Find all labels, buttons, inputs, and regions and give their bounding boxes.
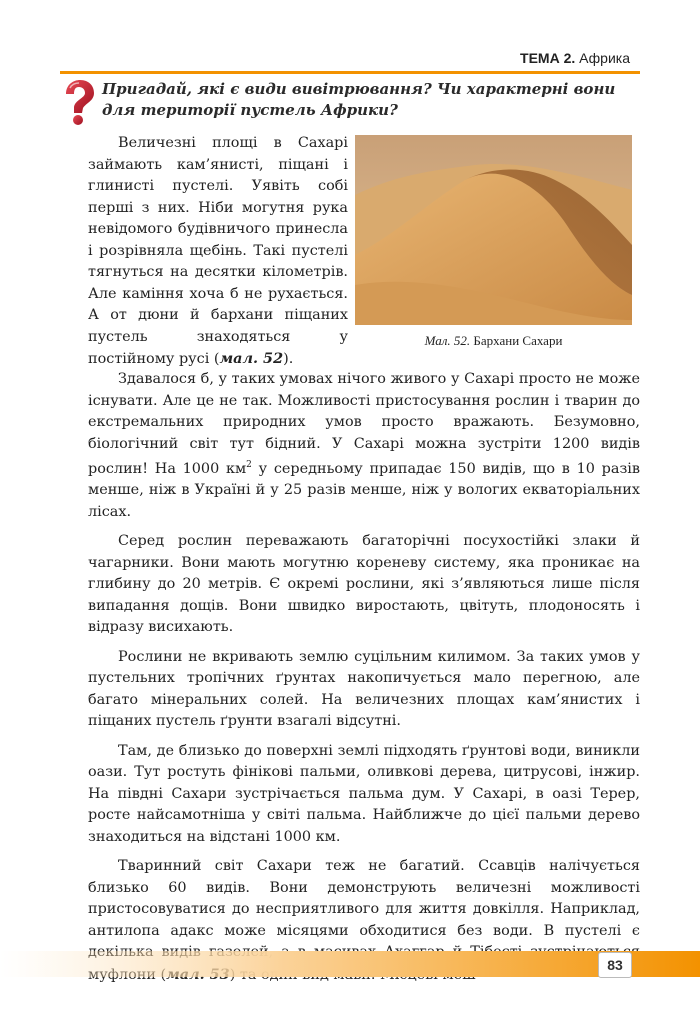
region-label: Африка (579, 50, 630, 66)
paragraph-1 (88, 133, 348, 371)
dunes-image (355, 135, 632, 325)
figure-caption-text: Бархани Сахари (473, 333, 563, 348)
paragraph-2-text-end: у середньому припадає 150 видів, що в 10 разів менше, ніж в Україні й у 25 разів менше, ніж у вологих екваторіальних лісах. (88, 460, 640, 520)
paragraph-1-text: Величезні площі в Сахарі займають кам’янисті, піщані і глинисті пустелі. Уявіть собі перші з них. Ніби могутня рука невідомого будівничого принесла і розрівняла щебінь. Такі пустелі тягнуться на десятки кілометрів. Але каміння хоча б не рухається. А от дюни й бархани піщаних пустель знаходяться у постійному русі ( (88, 135, 348, 367)
paragraph-1-end: ). (283, 351, 294, 367)
figure-caption (355, 333, 632, 349)
main-text (88, 369, 640, 986)
figure-label: Мал. 52. (424, 333, 471, 348)
figure-reference: мал. 52 (219, 350, 284, 367)
paragraph-4: Рослини не вкривають землю суцільним килимом. За таких умов у пустельних тропічних ґрунтах накопичується мало перегною, але багато мінеральних солей. На величезних площах кам’янистих і піщаних пустель ґрунти взагалі відсутні. (88, 648, 640, 730)
question-prompt: Пригадай, які є види вивітрювання? Чи характерні вони для території пустель Африки? (102, 80, 616, 119)
paragraph-2-text: Здавалося б, у таких умовах нічого живого у Сахарі просто не може існувати. Але це не так. Можливості пристосування рослин і тварин до екстремальних природних умов просто вражають. Безумовно, біологічний світ тут бідний. У Сахарі можна зустріти 1200 видів рослин! На 1000 км (88, 371, 640, 477)
paragraph-2 (88, 369, 640, 523)
paragraph-6-text: Тваринний світ Сахари теж не багатий. Ссавців налічується близько 60 видів. Вони демонструють величезні можливості пристосовуватися до несприятливого для життя довкілля. Наприклад, антилопа адакс може місяцями обходитися без води. В пустелі є (88, 858, 640, 939)
superscript: 2 (246, 460, 252, 470)
header-rule (60, 71, 640, 74)
page-header (520, 50, 630, 66)
sahara-dunes-photo (355, 135, 632, 325)
topic-label: ТЕМА 2. (520, 50, 576, 66)
footer-band (0, 951, 700, 977)
page-number: 83 (598, 952, 632, 978)
paragraph-5: Там, де близько до поверхні землі підходять ґрунтові води, виникли оази. Тут ростуть фінікові пальми, оливкові дерева, цитрусові, інжир. На півдні Сахари зустрічається пальма дум. У Сахарі, в оазі Терер, росте найсамотніша у світі пальма. Найближче до цієї пальми дерево знаходиться на відстані 1000 км. (88, 742, 640, 845)
question-mark-icon (60, 80, 96, 126)
paragraph-3: Серед рослин переважають багаторічні посухостійкі злаки й чагарники. Вони мають могутню кореневу систему, яка проникає на глибину до 20 метрів. Є окремі рослини, які з’являються лише після випадання дощів. Вони швидко виростають, цвітуть, плодоносять і відразу висихають. (88, 533, 640, 636)
